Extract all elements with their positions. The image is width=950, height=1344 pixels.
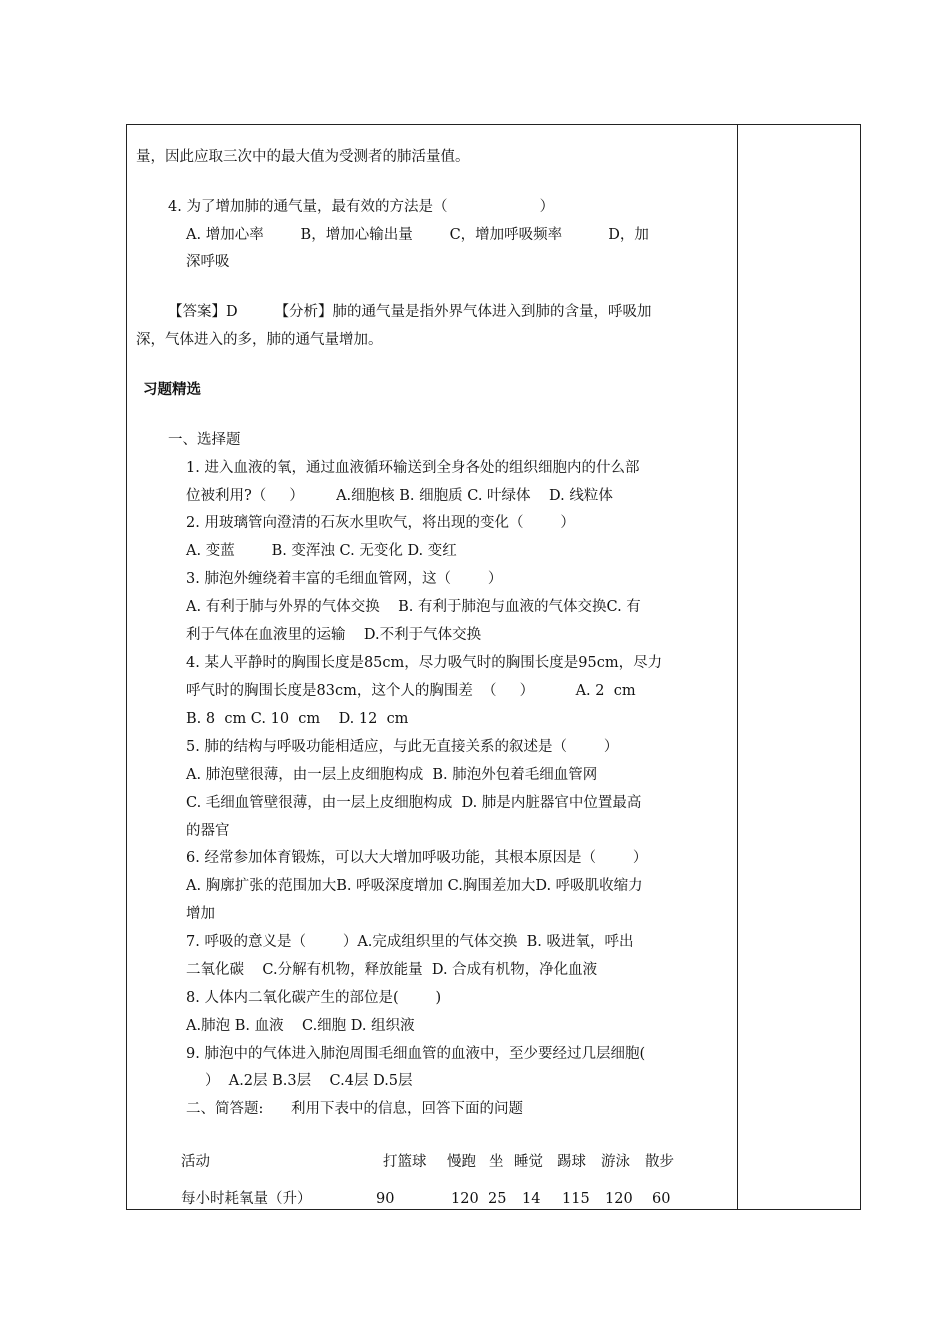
exercise-9: 9. 肺泡中的气体进入肺泡周围毛细血管的血液中，至少要经过几层细胞( [186,1046,646,1062]
exercise-5-options-end: 的器官 [186,823,230,839]
table-row-label: 每小时耗氧量（升） [181,1191,312,1207]
oxygen-value: 115 [562,1191,590,1207]
oxygen-value: 14 [522,1191,541,1207]
exercise-5-options: A. 肺泡壁很薄，由一层上皮细胞构成 B. 肺泡外包着毛细血管网 [186,767,598,783]
question-4-options-cont: 深呼吸 [186,254,230,270]
answer-analysis: 【答案】D 【分析】肺的通气量是指外界气体进入到肺的含量，呼吸加 [168,304,652,320]
activity-name: 打篮球 [383,1154,427,1170]
text-line: 量，因此应取三次中的最大值为受测者的肺活量值。 [136,149,470,165]
exercise-4-cont: 呼气时的胸围长度是83cm，这个人的胸围差 （ ） A. 2 cm [186,683,636,699]
activity-name: 睡觉 [514,1154,543,1170]
oxygen-value: 90 [376,1191,395,1207]
oxygen-value: 60 [652,1191,671,1207]
exercise-3-options-cont: 利于气体在血液里的运输 D.不利于气体交换 [186,627,482,643]
exercise-2-options: A. 变蓝 B. 变浑浊 C. 无变化 D. 变红 [186,543,457,559]
activity-name: 坐 [489,1154,504,1170]
oxygen-value: 120 [451,1191,479,1207]
exercise-4: 4. 某人平静时的胸围长度是85cm，尽力吸气时的胸围长度是95cm，尽力 [186,655,663,671]
oxygen-value: 25 [488,1191,507,1207]
activity-name: 踢球 [557,1154,586,1170]
exercise-9-options: ） A.2层 B.3层 C.4层 D.5层 [205,1073,413,1089]
exercise-1: 1. 进入血液的氧，通过血液循环输送到全身各处的组织细胞内的什么部 [186,460,640,476]
exercise-3: 3. 肺泡外缠绕着丰富的毛细血管网，这（ ） [186,571,503,587]
activity-name: 慢跑 [447,1154,476,1170]
exercise-3-options: A. 有利于肺与外界的气体交换 B. 有利于肺泡与血液的气体交换C. 有 [186,599,641,615]
subsection-heading: 一、选择题 [168,432,241,448]
question-4: 4. 为了增加肺的通气量，最有效的方法是（ ） [168,199,555,215]
exercise-7-cont: 二氧化碳 C.分解有机物，释放能量 D. 合成有机物，净化血液 [186,962,598,978]
exercise-4-options: B. 8 cm C. 10 cm D. 12 cm [186,711,409,727]
activity-name: 散步 [645,1154,674,1170]
oxygen-value: 120 [605,1191,633,1207]
exercise-1-cont: 位被利用?（ ） A.细胞核 B. 细胞质 C. 叶绿体 D. 线粒体 [186,488,613,504]
exercise-6-options: A. 胸廓扩张的范围加大B. 呼吸深度增加 C.胸围差加大D. 呼吸肌收缩力 [186,878,643,894]
column-divider [737,124,738,1210]
exercise-8: 8. 人体内二氧化碳产生的部位是( ) [186,990,442,1006]
exercise-7: 7. 呼吸的意义是（ ）A.完成组织里的气体交换 B. 吸进氧，呼出 [186,934,634,950]
answer-analysis-cont: 深，气体进入的多，肺的通气量增加。 [136,332,383,348]
exercise-5: 5. 肺的结构与呼吸功能相适应，与此无直接关系的叙述是（ ） [186,739,619,755]
activity-name: 游泳 [601,1154,630,1170]
exercise-6: 6. 经常参加体育锻炼，可以大大增加呼吸功能，其根本原因是（ ） [186,850,648,866]
section-heading: 习题精选 [143,382,201,398]
exercise-2: 2. 用玻璃管向澄清的石灰水里吹气，将出现的变化（ ） [186,515,575,531]
table-header-label: 活动 [181,1154,210,1170]
exercise-8-options: A.肺泡 B. 血液 C.细胞 D. 组织液 [186,1018,415,1034]
exercise-6-options-cont: 增加 [186,906,215,922]
question-4-options: A. 增加心率 B，增加心输出量 C，增加呼吸频率 D，加 [186,227,649,243]
exercise-5-options-cont: C. 毛细血管壁很薄，由一层上皮细胞构成 D. 肺是内脏器官中位置最高 [186,795,642,811]
short-answer-heading: 二、简答题: 利用下表中的信息，回答下面的问题 [186,1101,524,1117]
